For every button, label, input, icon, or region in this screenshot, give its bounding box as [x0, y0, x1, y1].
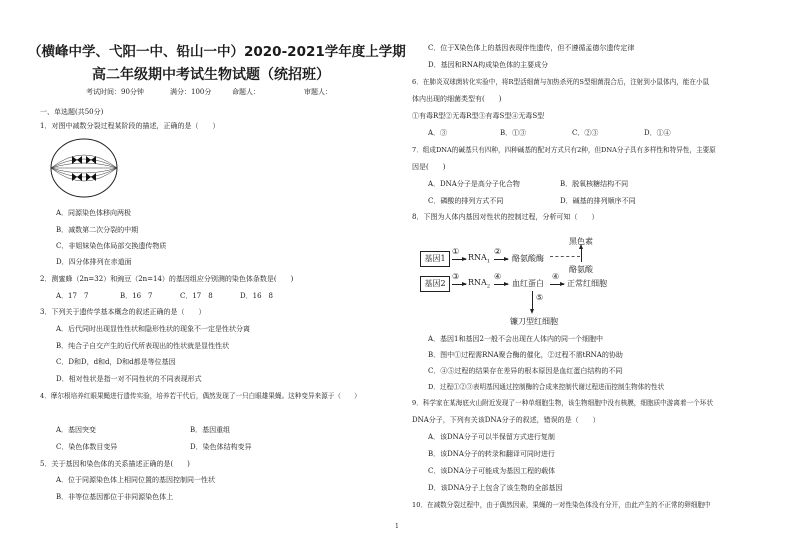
exam-title-line1: （横峰中学、弋阳一中、铅山一中）2020-2021学年度上学期: [28, 44, 406, 60]
arrow-4: [494, 284, 508, 285]
question-7-cont: 因是( ): [412, 163, 446, 171]
arrow-head-down: [530, 309, 534, 314]
arrow-5: [550, 284, 564, 285]
tyrosine-label: 酪氨酸: [569, 265, 593, 274]
sickle-cell-label: 镰刀型红细胞: [510, 317, 558, 326]
q6-items: ①有毒R型②无毒R型③有毒S型④无毒S型: [412, 112, 545, 120]
q6-option-c: C．②③: [572, 129, 599, 137]
q1-option-c: C．非姐妹染色体局部交换遗传物质: [56, 242, 167, 250]
question-5: 5．关于基因和染色体的关系描述正确的是( ): [40, 460, 190, 468]
rna2-text: RNA: [468, 278, 487, 287]
q8-option-d: D．过程①②③表明基因通过控制酶的合成来控制代谢过程进而控制生物体的性状: [428, 383, 665, 391]
q5-option-d: D．基因和RNA构成染色体的主要成分: [428, 61, 549, 69]
q6-option-b: B．①③: [500, 129, 527, 137]
q8-option-a: A．基因1和基因2一般不会出现在人体内的同一个细胞中: [428, 335, 603, 343]
q3-option-c: C．D和D，d和d，D和d都是等位基因: [56, 358, 176, 366]
step-5-label: ⑤: [536, 293, 544, 302]
question-3: 3．下列关于遗传学基本概念的叙述正确的是（ ）: [40, 308, 206, 316]
step-2-label: ②: [494, 247, 502, 256]
question-10: 10．在减数分裂过程中，由于偶然因素，果蝇的一对性染色体没有分开，由此产生的不正常的卵细胞中: [412, 501, 711, 509]
q7-option-a: A．DNA分子是高分子化合物: [428, 180, 520, 188]
q4-option-b: B．基因重组: [190, 426, 231, 434]
rna1-label: [468, 253, 490, 265]
question-7: 7．组成DNA的碱基只有四种，四种碱基的配对方式只有2种，但DNA分子具有多样性和特异性，主要原: [412, 146, 716, 154]
gene1-box: 基因1: [420, 251, 450, 267]
setter: 命题人：: [232, 88, 260, 96]
q9-option-d: D．该DNA分子上包含了该生物的全部基因: [428, 484, 563, 492]
q5-option-c: C．位于X染色体上的基因表现伴性遗传，但不遵循孟德尔遗传定律: [428, 44, 635, 52]
branch-down-line: [532, 291, 533, 311]
question-4: 4．摩尔根培养红眼果蝇进行遗传实验，培养若干代后，偶然发现了一只白眼雄果蝇。这种变异来源于（ ）: [40, 392, 361, 400]
q1-option-d: D．四分体排列在赤道面: [56, 258, 132, 266]
q3-option-b: B．纯合子自交产生的后代所表现出的性状就是显性性状: [56, 342, 230, 350]
q2-option-b: B．16 7: [120, 292, 153, 300]
page-number: 1: [395, 523, 399, 530]
q8-option-c: C．④⑤过程的结果存在差异的根本原因是血红蛋白结构的不同: [428, 367, 623, 375]
question-1: 1．对图中减数分裂过程某阶段的描述，正确的是（ ）: [40, 122, 220, 130]
question-6-cont: 体内出现的细菌类型有( ): [412, 95, 502, 103]
step-1-label: ①: [452, 247, 460, 256]
q7-option-d: D．碱基的排列顺序不同: [560, 197, 636, 205]
tyrosinase-label: 酪氨酸酶: [512, 254, 544, 263]
q2-option-d: D．16 8: [240, 292, 273, 300]
rna2-subscript: 2: [486, 283, 490, 290]
step-4b-label: ④: [552, 272, 560, 281]
q3-option-d: D．相对性状是指一对不同性状的不同表现形式: [56, 375, 202, 383]
rna1-subscript: 1: [486, 258, 490, 265]
q2-option-a: A．17 7: [56, 292, 89, 300]
q9-option-a: A．该DNA分子可以半保留方式进行复制: [428, 433, 555, 441]
q7-option-b: B．脱氧核糖结构不同: [560, 180, 629, 188]
question-9-cont: DNA分子，下列有关该DNA分子的叙述，错误的是（ ）: [412, 416, 600, 424]
question-8: 8．下图为人体内基因对性状的控制过程，分析可知（ ）: [412, 213, 599, 221]
q5-option-a: A．位于同源染色体上相同位置的基因控制同一性状: [56, 476, 216, 484]
arrow-1: [452, 259, 466, 260]
arrow-head-up: [579, 244, 583, 249]
reviewer: 审题人：: [304, 88, 332, 96]
rna2-label: [468, 278, 490, 290]
q5-option-b: B．非等位基因都位于非同源染色体上: [56, 493, 174, 501]
q6-option-a: A．③: [428, 129, 448, 137]
gene2-box: 基因2: [420, 276, 450, 292]
q1-option-a: A．同源染色体移向两极: [56, 209, 132, 217]
q4-option-a: A．基因突变: [56, 426, 97, 434]
exam-time: 考试时间：90分钟: [86, 88, 144, 96]
step-3-label: ③: [452, 272, 460, 281]
q9-option-b: B．该DNA分子的转录和翻译可同时进行: [428, 450, 555, 458]
rna1-text: RNA: [468, 253, 487, 262]
arrow-2: [494, 259, 508, 260]
q3-option-a: A．后代同时出现显性性状和隐形性状的现象不一定是性状分离: [56, 325, 251, 333]
cell-division-figure: [48, 136, 120, 200]
section-heading: 一、单选题(共50分): [40, 108, 104, 116]
q2-option-c: C．17 8: [180, 292, 213, 300]
q8-option-b: B．图中①过程需RNA聚合酶的催化，②过程不需tRNA的协助: [428, 351, 623, 359]
q6-option-d: D．①④: [644, 129, 671, 137]
step-4a-label: ④: [494, 272, 502, 281]
question-9: 9．科学家在某海底火山附近发现了一种单细胞生物，该生物细胞中没有核膜，细胞质中游离着一个环状: [412, 399, 713, 407]
full-score: 满分：100分: [170, 88, 212, 96]
normal-rbc-label: 正常红细胞: [567, 279, 607, 288]
q7-option-c: C．磷酸的排列方式不同: [428, 197, 504, 205]
melanin-label: 黑色素: [569, 237, 593, 246]
q1-option-b: B．减数第二次分裂的中期: [56, 226, 139, 234]
question-6: 6．在肺炎双球菌转化实验中，将R型活细菌与加热杀死的S型细菌混合后，注射到小鼠体内，能在小鼠: [412, 78, 710, 86]
arrow-3: [452, 284, 466, 285]
exam-title-line2: 高二年级期中考试生物试题（统招班）: [92, 67, 330, 83]
q9-option-c: C．该DNA分子可能成为基因工程的载体: [428, 467, 556, 475]
enzyme-catalysis-line: [550, 256, 580, 257]
q4-option-d: D．染色体结构变异: [190, 443, 252, 451]
question-2: 2．测蜜蜂（2n=32）和豌豆（2n=14）的基因组应分别测的染色体条数是( ): [40, 275, 294, 283]
q4-option-c: C．染色体数目变异: [56, 443, 118, 451]
hemoglobin-label: 血红蛋白: [512, 279, 544, 288]
